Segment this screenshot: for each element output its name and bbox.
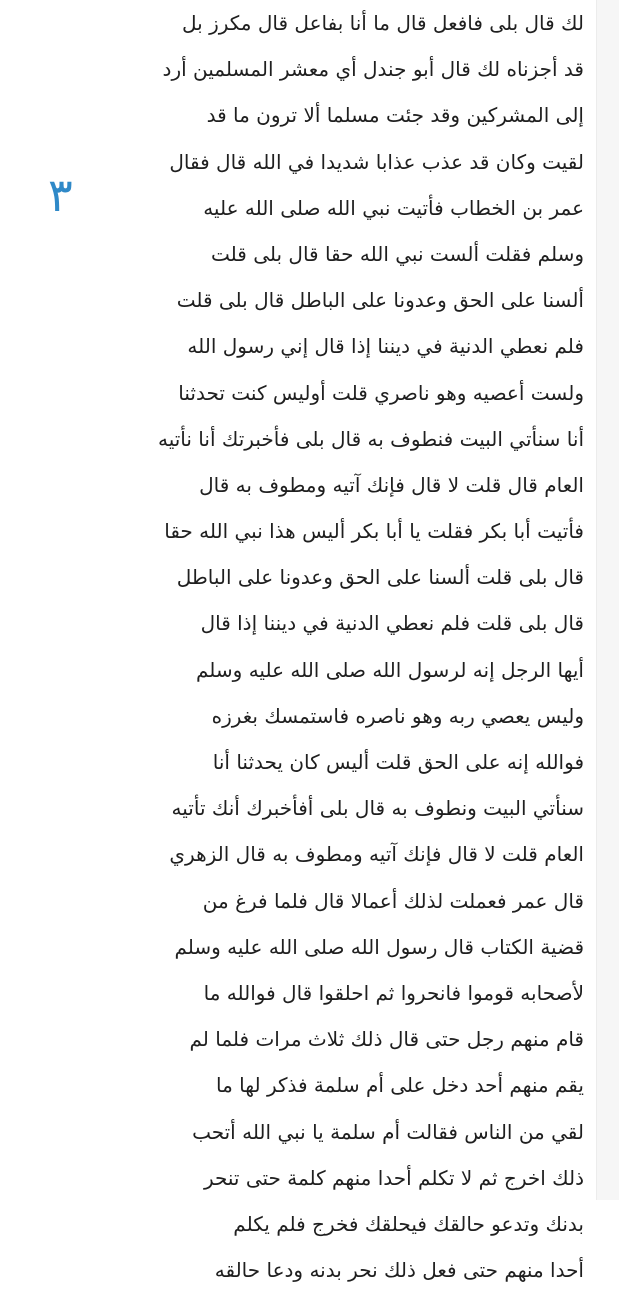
text-line: لأصحابه قوموا فانحروا ثم احلقوا قال فوالله ما <box>203 980 584 1005</box>
right-margin-strip <box>596 0 619 1200</box>
text-line: فأتيت أبا بكر فقلت يا أبا بكر أليس هذا نبي الله حقا <box>164 519 584 544</box>
text-line: قال بلى قلت ألسنا على الحق وعدونا على الباطل <box>176 565 584 590</box>
text-line: العام قلت لا قال فإنك آتيه ومطوف به قال الزهري <box>169 842 584 867</box>
text-line: يقم منهم أحد دخل على أم سلمة فذكر لها ما <box>216 1073 584 1098</box>
text-line: فوالله إنه على الحق قلت أليس كان يحدثنا أنا <box>212 750 584 774</box>
text-line: عمر بن الخطاب فأتيت نبي الله صلى الله عليه <box>203 195 584 220</box>
text-line: أنا سنأتي البيت فنطوف به قال بلى فأخبرتك أنا نأتيه <box>157 426 584 451</box>
text-line: ذلك اخرج ثم لا تكلم أحدا منهم كلمة حتى تنحر <box>203 1165 584 1190</box>
text-line: أيها الرجل إنه لرسول الله صلى الله عليه وسلم <box>195 657 584 682</box>
text-line: إلى المشركين وقد جئت مسلما ألا ترون ما قد <box>206 103 584 128</box>
text-line: سنأتي البيت ونطوف به قال بلى أفأخبرك أنك تأتيه <box>171 796 584 821</box>
text-line: أحدا منهم حتى فعل ذلك نحر بدنه ودعا حالقه <box>214 1258 584 1283</box>
text-line: بدنك وتدعو حالقك فيحلقك فخرج فلم يكلم <box>233 1211 584 1236</box>
text-line: ولست أعصيه وهو ناصري قلت أوليس كنت تحدثنا <box>178 380 584 405</box>
text-line: العام قال قلت لا قال فإنك آتيه ومطوف به قال <box>199 472 584 497</box>
margin-annotation-number: ٣ <box>48 168 73 222</box>
text-line: قد أجزناه لك قال أبو جندل أي معشر المسلمين أرد <box>162 57 584 82</box>
text-line: وسلم فقلت ألست نبي الله حقا قال بلى قلت <box>211 241 584 266</box>
text-line: لقي من الناس فقالت أم سلمة يا نبي الله أتحب <box>192 1119 584 1144</box>
arabic-text-block <box>10 0 584 1293</box>
text-line: قام منهم رجل حتى قال ذلك ثلاث مرات فلما لم <box>189 1027 584 1052</box>
text-line: ألسنا على الحق وعدونا على الباطل قال بلى قلت <box>176 288 584 313</box>
text-line: قضية الكتاب قال رسول الله صلى الله عليه وسلم <box>174 934 584 959</box>
text-line: لك قال بلى فافعل قال ما أنا بفاعل قال مكرز بل <box>182 11 584 35</box>
text-line: وليس يعصي ربه وهو ناصره فاستمسك بغرزه <box>211 703 584 728</box>
text-line: قال بلى قلت فلم نعطي الدنية في ديننا إذا قال <box>200 611 584 636</box>
text-line: فلم نعطي الدنية في ديننا إذا قال إني رسول الله <box>187 334 584 359</box>
text-line: قال عمر فعملت لذلك أعمالا قال فلما فرغ من <box>202 888 584 913</box>
text-line: لقيت وكان قد عذب عذابا شديدا في الله قال فقال <box>169 149 584 174</box>
